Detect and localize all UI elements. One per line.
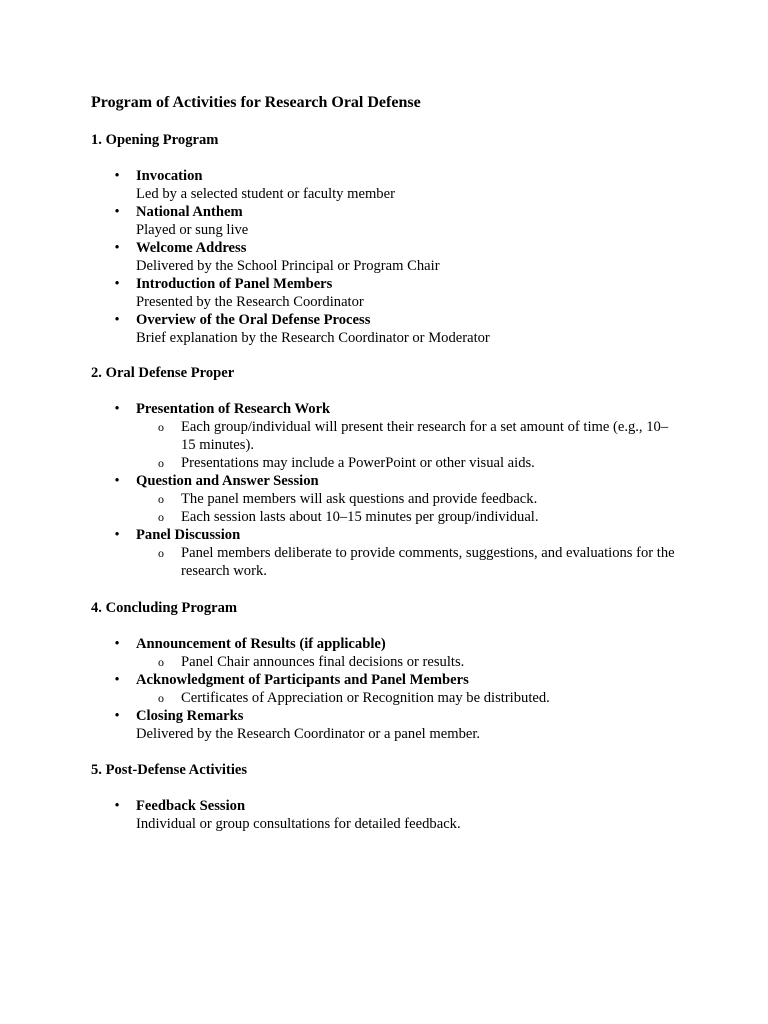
sub-bullet-glyph: o xyxy=(158,691,164,705)
sub-list-item xyxy=(136,544,681,580)
item-description: Played or sung live xyxy=(136,222,249,238)
sub-item-text: Each group/individual will present their research for a set amount of time (e.g., 10–15 minutes). xyxy=(181,419,669,453)
sub-item-text: Presentations may include a PowerPoint or other visual aids. xyxy=(181,455,535,471)
item-description: Led by a selected student or faculty member xyxy=(136,186,395,202)
sub-list-item xyxy=(136,454,681,472)
sub-bullet-glyph: o xyxy=(158,492,164,506)
bullet-glyph: • xyxy=(114,672,120,688)
item-title: Acknowledgment of Participants and Panel Members xyxy=(136,672,469,688)
list-item xyxy=(0,400,768,472)
bullet-list xyxy=(0,400,768,580)
list-item xyxy=(0,275,768,311)
item-title: Welcome Address xyxy=(136,240,247,256)
bullet-list xyxy=(0,635,768,743)
bullet-list xyxy=(0,797,768,833)
bullet-glyph: • xyxy=(114,240,120,256)
list-item xyxy=(0,797,768,833)
sub-item-text: The panel members will ask questions and provide feedback. xyxy=(181,491,538,507)
list-item xyxy=(0,203,768,239)
sub-bullet-list xyxy=(136,653,768,671)
item-description: Individual or group consultations for detailed feedback. xyxy=(136,816,461,832)
bullet-glyph: • xyxy=(114,276,120,292)
item-title: Introduction of Panel Members xyxy=(136,276,333,292)
bullet-glyph: • xyxy=(114,473,120,489)
list-item xyxy=(0,635,768,671)
item-title: Panel Discussion xyxy=(136,527,241,543)
bullet-glyph: • xyxy=(114,798,120,814)
item-title: Invocation xyxy=(136,168,203,184)
bullet-glyph: • xyxy=(114,708,120,724)
sub-item-text: Each session lasts about 10–15 minutes per group/individual. xyxy=(181,509,539,525)
bullet-glyph: • xyxy=(114,527,120,543)
sub-bullet-list xyxy=(136,418,768,472)
sub-list-item xyxy=(136,689,681,707)
item-title: Announcement of Results (if applicable) xyxy=(136,636,386,652)
bullet-glyph: • xyxy=(114,168,120,184)
sub-bullet-glyph: o xyxy=(158,456,164,470)
list-item xyxy=(0,671,768,707)
sub-bullet-list xyxy=(136,544,768,580)
sub-bullet-list xyxy=(136,490,768,526)
sub-item-text: Panel Chair announces final decisions or results. xyxy=(181,654,465,670)
section-heading: 5. Post-Defense Activities xyxy=(91,762,248,778)
item-title: National Anthem xyxy=(136,204,243,220)
list-item xyxy=(0,526,768,580)
sub-bullet-glyph: o xyxy=(158,546,164,560)
sub-item-text: Panel members deliberate to provide comments, suggestions, and evaluations for the research work. xyxy=(181,545,675,579)
list-item xyxy=(0,707,768,743)
sub-bullet-list xyxy=(136,689,768,707)
sub-bullet-glyph: o xyxy=(158,655,164,669)
sub-item-text: Certificates of Appreciation or Recognition may be distributed. xyxy=(181,690,550,706)
section-heading: 1. Opening Program xyxy=(91,132,219,148)
item-description: Delivered by the School Principal or Program Chair xyxy=(136,258,440,274)
list-item xyxy=(0,239,768,275)
bullet-glyph: • xyxy=(114,204,120,220)
sub-bullet-glyph: o xyxy=(158,420,164,434)
sub-list-item xyxy=(136,490,681,508)
bullet-glyph: • xyxy=(114,312,120,328)
list-item xyxy=(0,311,768,347)
item-title: Closing Remarks xyxy=(136,708,244,724)
item-description: Delivered by the Research Coordinator or a panel member. xyxy=(136,726,481,742)
bullet-glyph: • xyxy=(114,636,120,652)
sub-list-item xyxy=(136,508,681,526)
section-heading: 2. Oral Defense Proper xyxy=(91,365,235,381)
bullet-list xyxy=(0,167,768,347)
bullet-glyph: • xyxy=(114,401,120,417)
item-title: Question and Answer Session xyxy=(136,473,319,489)
sub-bullet-glyph: o xyxy=(158,510,164,524)
item-title: Feedback Session xyxy=(136,798,246,814)
list-item xyxy=(0,472,768,526)
document-title: Program of Activities for Research Oral Defense xyxy=(91,94,421,111)
item-description: Brief explanation by the Research Coordinator or Moderator xyxy=(136,330,490,346)
sub-list-item xyxy=(136,418,681,454)
sub-list-item xyxy=(136,653,681,671)
item-title: Presentation of Research Work xyxy=(136,401,331,417)
item-title: Overview of the Oral Defense Process xyxy=(136,312,371,328)
section-heading: 4. Concluding Program xyxy=(91,600,238,616)
list-item xyxy=(0,167,768,203)
item-description: Presented by the Research Coordinator xyxy=(136,294,364,310)
